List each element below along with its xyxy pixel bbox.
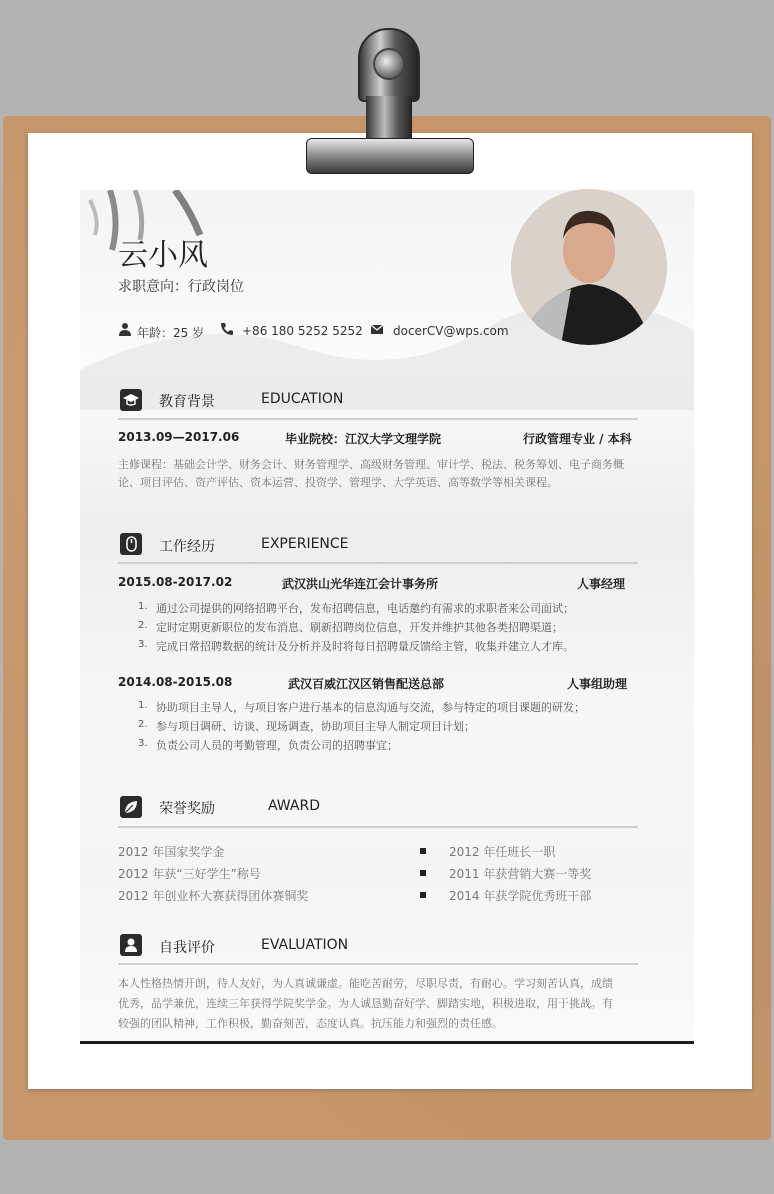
job-intention: 求职意向：行政岗位 [118, 279, 244, 295]
evaluation-title-cn: 自我评价 [159, 940, 215, 956]
person-icon [118, 322, 132, 336]
evaluation-line1: 本人性格热情开朗，待人友好，为人真诚谦虚。能吃苦耐劳，尽职尽责，有耐心。学习刻苦认真，成绩 [118, 977, 613, 990]
award-title-cn: 荣誉奖励 [159, 801, 215, 817]
award-right-2: 2011 年获营销大赛一等奖 [449, 867, 592, 881]
job2-period: 2014.08-2015.08 [118, 675, 233, 689]
education-period: 2013.09—2017.06 [118, 430, 240, 444]
award-divider [118, 826, 638, 828]
education-courses-line2: 论、项目评估、资产评估、资本运营、投资学、管理学、大学英语、高等数学等相关课程。 [118, 476, 558, 489]
job2-role: 人事组助理 [567, 677, 628, 691]
job2-item1: 协助项目主导人，与项目客户进行基本的信息沟通与交流，参与特定的项目课题的研发； [156, 701, 585, 714]
job2-item3: 负责公司人员的考勤管理，负责公司的招聘事宜； [156, 739, 398, 752]
job1-item3: 完成日常招聘数据的统计及分析并及时将每日招聘量反馈给主管，收集并建立人才库。 [156, 640, 574, 653]
evaluation-divider [118, 963, 638, 965]
education-courses-line1: 主修课程：基础会计学、财务会计、财务管理学、高级财务管理、审计学、税法、税务筹划、电子商务概 [118, 458, 624, 471]
award-right-1: 2012 年任班长一职 [449, 845, 556, 859]
graduation-cap-icon [120, 389, 142, 411]
phone-info: +86 180 5252 5252 [242, 324, 363, 338]
award-right-3: 2014 年获学院优秀班干部 [449, 889, 592, 903]
job1-item1: 通过公司提供的网络招聘平台，发布招聘信息，电话邀约有需求的求职者来公司面试； [156, 602, 574, 615]
experience-title-en: EXPERIENCE [261, 536, 349, 552]
job2-item2: 参与项目调研、访谈、现场调查，协助项目主导人制定项目计划； [156, 720, 475, 733]
job1-item1-number: 1. [138, 601, 148, 612]
job2-company: 武汉百威江汉区销售配送总部 [288, 677, 445, 691]
education-major: 行政管理专业 / 本科 [523, 432, 632, 446]
award-title-en: AWARD [268, 798, 320, 814]
leaf-icon [120, 796, 142, 818]
job1-company: 武汉洪山光华连江会计事务所 [282, 577, 439, 591]
binder-clip-base [306, 138, 474, 174]
bottom-bar [80, 1041, 694, 1044]
profile-photo [511, 189, 667, 345]
job1-item2-number: 2. [138, 620, 148, 631]
award-bullet-1 [420, 848, 426, 854]
job1-item3-number: 3. [138, 639, 148, 650]
award-left-3: 2012 年创业杯大赛获得团体赛铜奖 [118, 889, 309, 903]
phone-icon [220, 322, 234, 336]
award-left-1: 2012 年国家奖学金 [118, 845, 225, 859]
experience-divider [118, 562, 638, 564]
evaluation-title-en: EVALUATION [261, 937, 349, 953]
award-bullet-3 [420, 892, 426, 898]
binder-clip-hole [373, 48, 405, 80]
job2-item3-number: 3. [138, 738, 148, 749]
education-title-en: EDUCATION [261, 391, 344, 407]
candidate-name: 云小风 [118, 238, 208, 273]
education-divider [118, 418, 638, 420]
award-bullet-2 [420, 870, 426, 876]
job1-period: 2015.08-2017.02 [118, 575, 233, 589]
email-info: docerCV@wps.com [393, 324, 509, 338]
job1-item2: 定时定期更新职位的发布消息、刷新招聘岗位信息，开发并维护其他各类招聘渠道； [156, 621, 563, 634]
evaluation-line2: 优秀，品学兼优，连续三年获得学院奖学金。为人诚恳勤奋好学、脚踏实地，积极进取，用于挑战。有 [118, 997, 613, 1010]
binder-clip-neck [366, 96, 412, 144]
award-left-2: 2012 年获“三好学生”称号 [118, 867, 261, 881]
job2-item2-number: 2. [138, 719, 148, 730]
education-title-cn: 教育背景 [159, 394, 215, 410]
experience-title-cn: 工作经历 [159, 539, 215, 555]
age-info: 年龄：25 岁 [137, 326, 205, 340]
mouse-icon [120, 533, 142, 555]
user-badge-icon [120, 934, 142, 956]
mail-icon [370, 322, 384, 336]
job2-item1-number: 1. [138, 700, 148, 711]
education-school: 毕业院校：江汉大学文理学院 [285, 432, 442, 446]
job1-role: 人事经理 [577, 577, 626, 591]
evaluation-line3: 较强的团队精神，工作积极，勤奋刻苦，态度认真。抗压能力和强烈的责任感。 [118, 1017, 503, 1030]
